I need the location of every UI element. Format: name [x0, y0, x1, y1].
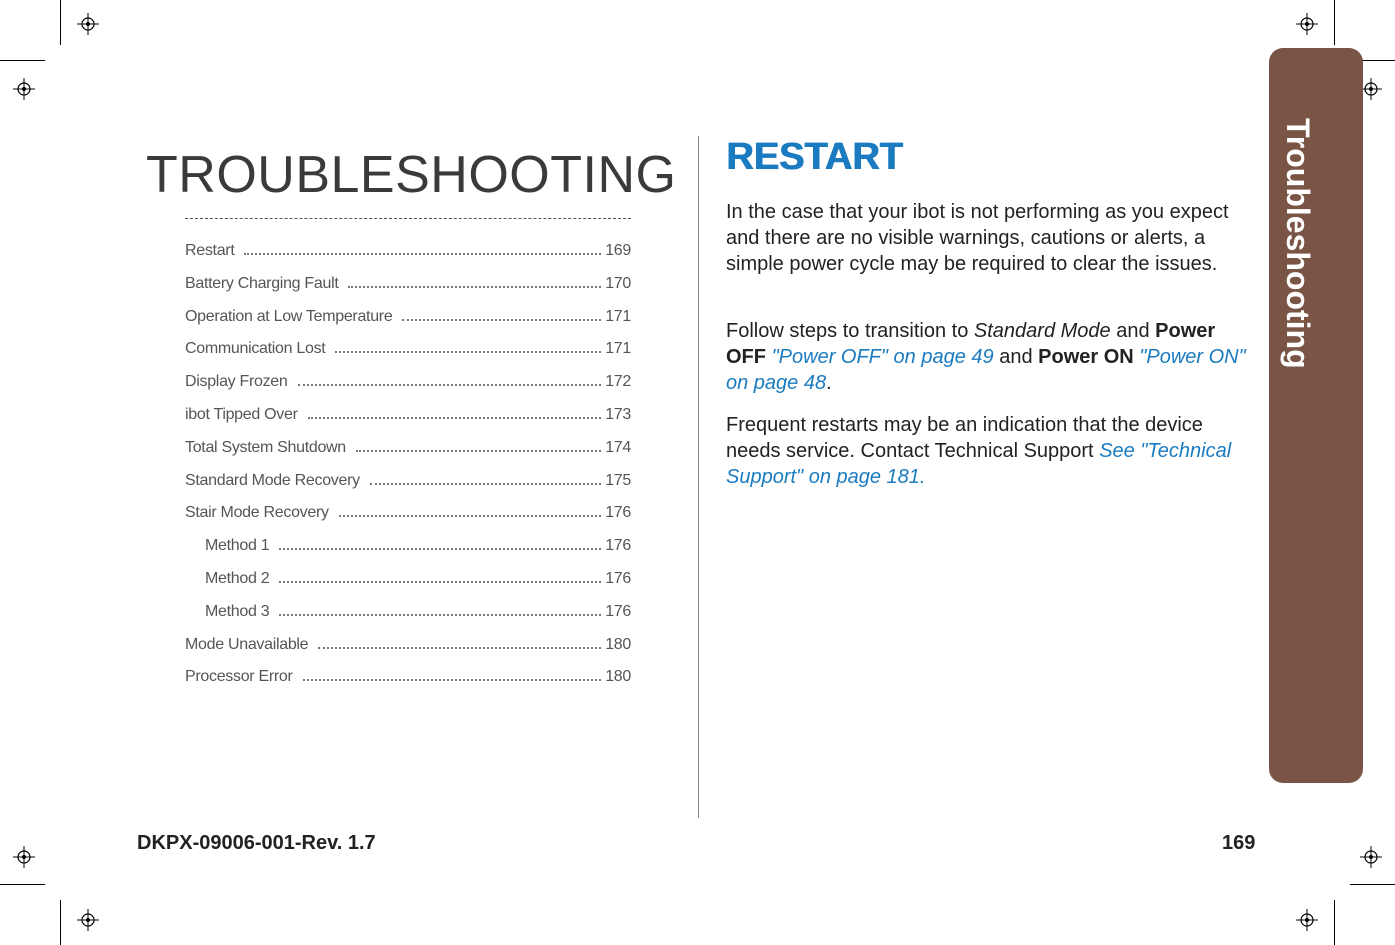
- toc-title: TROUBLESHOOTING: [146, 146, 677, 204]
- toc-entry-title: Method 1: [205, 537, 270, 555]
- registration-target-icon: [77, 909, 99, 931]
- toc-leader-dots: [308, 417, 602, 419]
- toc-entry-title: Display Frozen: [185, 373, 288, 391]
- crop-mark: [0, 60, 45, 61]
- para-text: and: [1110, 320, 1156, 342]
- registration-target-icon: [77, 13, 99, 35]
- toc-entry-title: Total System Shutdown: [185, 438, 346, 456]
- toc-leader-dots: [335, 351, 601, 353]
- toc-entry-title: Stair Mode Recovery: [185, 504, 329, 522]
- paragraph-steps: [726, 318, 1251, 396]
- crop-mark: [0, 884, 45, 885]
- para-text: and: [993, 346, 1039, 368]
- toc-leader-dots: [279, 581, 601, 583]
- toc-entry[interactable]: [185, 369, 631, 391]
- crop-mark: [1334, 900, 1335, 945]
- toc-leader-dots: [402, 319, 601, 321]
- toc-entry-title: Restart: [185, 242, 235, 259]
- toc-entry[interactable]: [185, 435, 631, 457]
- section-heading: RESTART: [726, 136, 903, 178]
- registration-target-icon: [13, 846, 35, 868]
- toc-entry-page: 172: [605, 373, 631, 391]
- column-divider: [698, 136, 699, 818]
- toc-entry-page: 173: [605, 406, 631, 423]
- toc-entry-page: 176: [605, 537, 631, 555]
- toc-entry[interactable]: [185, 238, 631, 260]
- registration-target-icon: [1360, 846, 1382, 868]
- paragraph-intro: In the case that your ibot is not performing as you expect and there are no visible warnings, cautions or alerts, a simple power cycle may be required to clear the issues.: [726, 201, 1229, 275]
- toc-leader-dots: [279, 548, 601, 550]
- toc-entry-title: Operation at Low Temperature: [185, 307, 393, 325]
- registration-target-icon: [1296, 13, 1318, 35]
- toc-leader-dots: [356, 450, 601, 452]
- power-on-term: Power ON: [1038, 346, 1134, 368]
- toc-entry-page: 180: [605, 668, 631, 686]
- crop-mark: [1350, 884, 1395, 885]
- toc-entry[interactable]: [205, 566, 631, 588]
- toc-entry-page: 171: [605, 307, 631, 325]
- registration-target-icon: [1296, 909, 1318, 931]
- registration-target-icon: [1360, 78, 1382, 100]
- toc-leader-dots: [303, 679, 602, 681]
- toc-entry[interactable]: [185, 500, 631, 522]
- toc-entry-page: 171: [605, 340, 631, 358]
- toc-entry-title: Method 3: [205, 602, 270, 620]
- para-text: .: [826, 372, 832, 394]
- toc-entry-page: 175: [605, 471, 631, 489]
- toc-entry-page: 180: [605, 635, 631, 653]
- toc-leader-dots: [339, 515, 602, 517]
- toc-entry-page: 169: [605, 242, 631, 259]
- toc-entry[interactable]: [185, 468, 631, 490]
- toc-entry[interactable]: [185, 402, 631, 424]
- toc-entry[interactable]: [185, 336, 631, 358]
- toc-entry-title: Standard Mode Recovery: [185, 471, 360, 489]
- toc-entry-title: Mode Unavailable: [185, 635, 309, 653]
- toc-leader-dots: [348, 286, 601, 288]
- document-id: DKPX-09006-001-Rev. 1.7: [137, 832, 376, 854]
- crop-mark: [60, 900, 61, 945]
- toc-entry-page: 176: [605, 570, 631, 587]
- toc-leader-dots: [370, 483, 601, 485]
- toc-entry-title: Processor Error: [185, 668, 293, 686]
- power-on-link[interactable]: "Power ON" on page 48: [726, 346, 1246, 394]
- toc-entry-page: 176: [605, 602, 631, 620]
- toc-entry[interactable]: [205, 533, 631, 555]
- toc-leader-dots: [279, 614, 601, 616]
- toc-leader-dots: [244, 253, 601, 255]
- para-text: Follow steps to transition to: [726, 320, 974, 342]
- toc-entry-page: 170: [605, 274, 631, 292]
- crop-mark: [1334, 0, 1335, 45]
- section-tab-label: Troubleshooting: [1280, 118, 1316, 369]
- toc-divider: [185, 218, 631, 219]
- toc-leader-dots: [318, 647, 601, 649]
- page-number: 169: [1222, 832, 1256, 854]
- paragraph-support: [726, 412, 1251, 490]
- toc-entry-page: 176: [605, 504, 631, 522]
- mode-name: Standard Mode: [973, 320, 1111, 342]
- power-off-term: Power OFF: [726, 320, 1216, 368]
- para-text: Frequent restarts may be an indication that the device needs service. Contact Technical Support: [726, 414, 1203, 462]
- technical-support-link[interactable]: See "Technical Support" on page 181.: [726, 440, 1232, 488]
- registration-target-icon: [13, 78, 35, 100]
- power-off-link[interactable]: "Power OFF" on page 49: [771, 346, 994, 368]
- toc-leader-dots: [298, 384, 602, 386]
- toc-entry-page: 174: [605, 438, 631, 456]
- toc-entry-title: Method 2: [205, 570, 270, 587]
- toc-entry[interactable]: [185, 271, 631, 293]
- toc-entry-title: Communication Lost: [185, 340, 326, 358]
- toc-entry-title: ibot Tipped Over: [185, 406, 298, 423]
- toc-entry[interactable]: [185, 664, 631, 686]
- toc-entry-title: Battery Charging Fault: [185, 274, 339, 292]
- crop-mark: [60, 0, 61, 45]
- toc-entry[interactable]: [185, 632, 631, 654]
- toc-entry[interactable]: [205, 599, 631, 621]
- toc-entry[interactable]: [185, 304, 631, 326]
